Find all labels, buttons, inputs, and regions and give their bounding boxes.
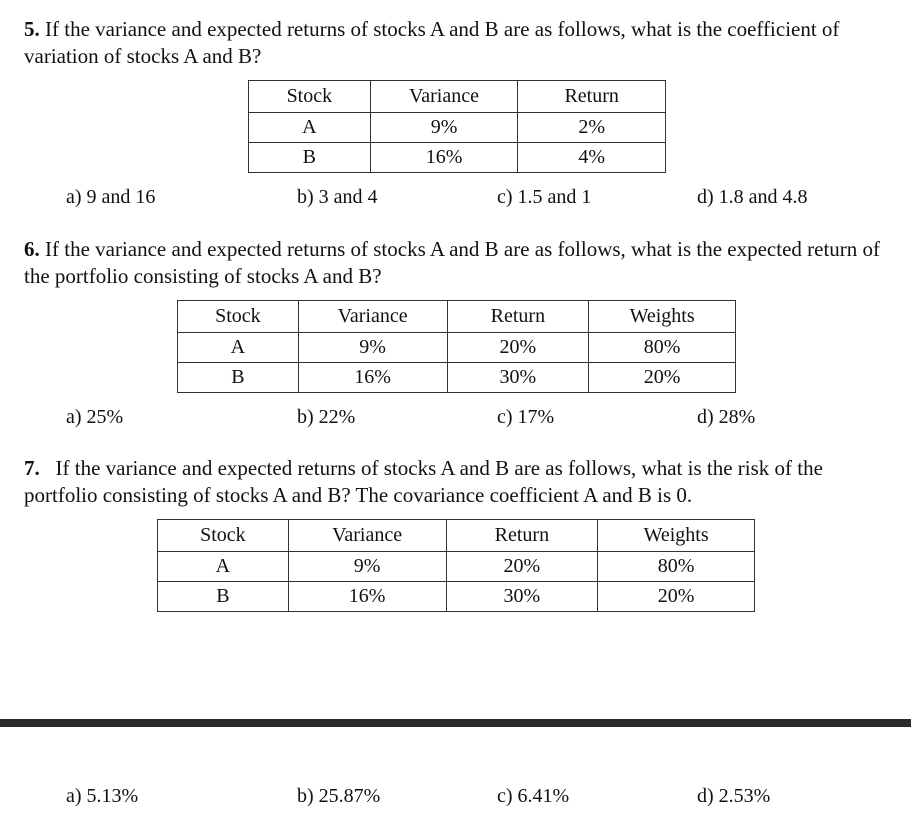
table-header-cell: Variance [298, 301, 447, 333]
table-cell: 30% [447, 363, 589, 393]
table-row [178, 363, 736, 393]
table-header-cell: Weights [589, 301, 736, 333]
table-cell: 2% [518, 113, 666, 143]
table-cell: 80% [598, 552, 755, 582]
question-5-number: 5. [24, 17, 40, 41]
page-divider [0, 719, 911, 727]
question-6-number: 6. [24, 237, 40, 261]
table-cell: 20% [447, 333, 589, 363]
table-row [158, 582, 755, 612]
table-cell: B [158, 582, 289, 612]
table-cell: 9% [298, 333, 447, 363]
question-7-number: 7. [24, 456, 40, 480]
table-row [249, 143, 666, 173]
table-cell: 16% [298, 363, 447, 393]
question-6-option-d[interactable]: d) 28% [697, 406, 756, 428]
table-cell: 16% [370, 143, 518, 173]
table-cell: 30% [446, 582, 598, 612]
table-header-cell: Stock [158, 520, 289, 552]
question-5-prompt: If the variance and expected returns of stocks A and B are as follows, what is the coefficient of variation of stocks A and B? [24, 17, 840, 68]
table-row [178, 333, 736, 363]
question-6-option-a[interactable]: a) 25% [66, 406, 124, 428]
table-cell: 80% [589, 333, 736, 363]
table-row [158, 552, 755, 582]
question-6-prompt: If the variance and expected returns of stocks A and B are as follows, what is the expected return of the portfolio consisting of stocks A and B? [24, 237, 881, 288]
table-cell: 9% [288, 552, 446, 582]
question-7-text [24, 455, 894, 509]
question-7-option-b[interactable]: b) 25.87% [297, 785, 381, 807]
table-cell: 20% [598, 582, 755, 612]
question-5-option-c[interactable]: c) 1.5 and 1 [497, 186, 592, 208]
table-cell: 9% [370, 113, 518, 143]
table-header-cell: Return [446, 520, 598, 552]
question-7-option-a[interactable]: a) 5.13% [66, 785, 139, 807]
table-cell: 20% [589, 363, 736, 393]
table-cell: B [178, 363, 299, 393]
table-header-cell: Stock [178, 301, 299, 333]
table-header-row [249, 81, 666, 113]
question-6-option-b[interactable]: b) 22% [297, 406, 356, 428]
question-6-text [24, 236, 894, 290]
table-cell: A [178, 333, 299, 363]
table-header-cell: Return [518, 81, 666, 113]
question-5-option-d[interactable]: d) 1.8 and 4.8 [697, 186, 808, 208]
question-5-option-a[interactable]: a) 9 and 16 [66, 186, 156, 208]
question-6-table [177, 300, 736, 393]
table-header-cell: Return [447, 301, 589, 333]
table-cell: A [249, 113, 371, 143]
question-5-text [24, 16, 894, 70]
table-header-cell: Variance [370, 81, 518, 113]
table-cell: A [158, 552, 289, 582]
question-5-table [248, 80, 666, 173]
table-cell: 16% [288, 582, 446, 612]
table-cell: B [249, 143, 371, 173]
table-header-cell: Variance [288, 520, 446, 552]
question-7-table [157, 519, 755, 612]
table-cell: 20% [446, 552, 598, 582]
table-header-cell: Weights [598, 520, 755, 552]
question-7-option-d[interactable]: d) 2.53% [697, 785, 771, 807]
table-cell: 4% [518, 143, 666, 173]
question-7-option-c[interactable]: c) 6.41% [497, 785, 570, 807]
question-7-prompt: If the variance and expected returns of stocks A and B are as follows, what is the risk of the portfolio consisting of stocks A and B? The covariance coefficient A and B is 0. [24, 456, 823, 507]
table-row [249, 113, 666, 143]
table-header-cell: Stock [249, 81, 371, 113]
table-header-row [158, 520, 755, 552]
table-header-row [178, 301, 736, 333]
question-6-option-c[interactable]: c) 17% [497, 406, 555, 428]
question-5-option-b[interactable]: b) 3 and 4 [297, 186, 378, 208]
